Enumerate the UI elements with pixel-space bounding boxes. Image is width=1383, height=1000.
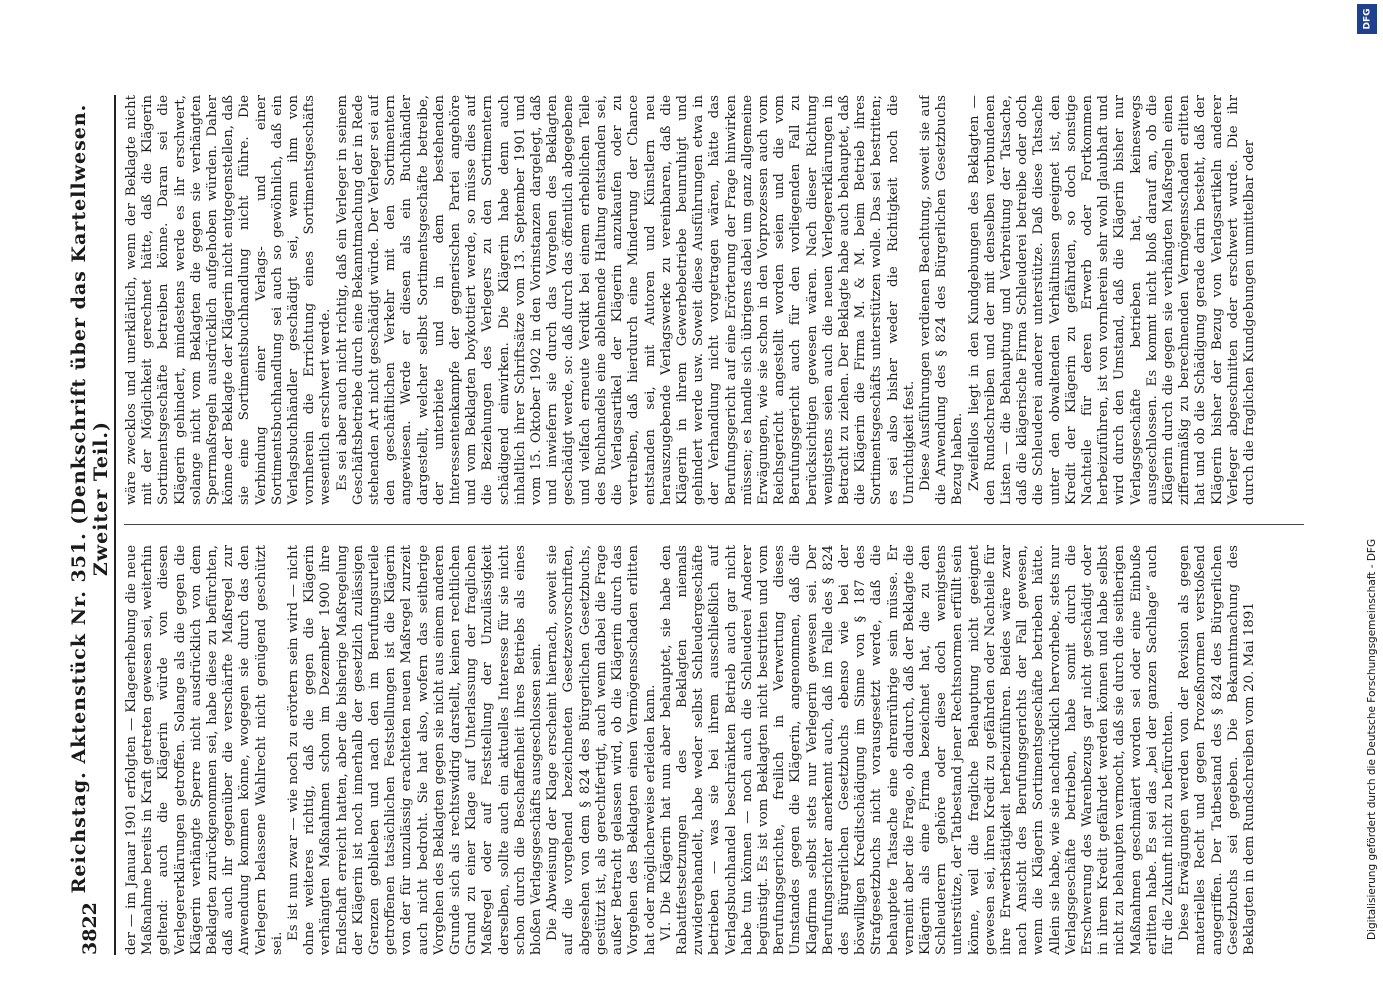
header-rule	[114, 95, 116, 955]
column-divider	[124, 524, 1304, 525]
paragraph: Es ist nun zwar — wie noch zu erörtern sein wird — nicht ohne weiteres richtig, daß die gegen die Klägerin verhängten Maßnahmen schon im Dezember 1900 ihre Endschaft erreicht hatten, aber die bisherige Maßregelung der Klägerin ist noch innerhalb der gesetzlich zulässigen Grenzen geblieben und nach den im Berufungsurteile getroffenen tatsächlichen Feststellungen ist die Klägerin von der für unzulässig erachteten neuen Maßregel zurzeit auch nicht bedroht. Sie hat also, wofern das seitherige Vorgehen des Beklagten gegen sie nicht aus einem anderen Grunde sich als rechtswidrig darstellt, keinen rechtlichen Grund zu einer Klage auf Unterlassung der fraglichen Maßregel oder auf Feststellung der Unzulässigkeit derselben, sollte auch ein aktuelles Interesse für sie nicht schon durch die Beschaffenheit ihres Betriebs als eines bloßen Verlagsgeschäfts ausgeschlossen sein.	[286, 545, 545, 955]
paragraph: Diese Erwägungen werden von der Revision als gegen materielles Recht und gegen Prozeßnormen verstoßend angegriffen. Der Tatbestand des § 824 des Bürgerlichen Gesetzbuchs sei gegeben. Die Bekanntmachung des Beklagten in dem Rundschreiben vom 20. Mai 1891	[1177, 545, 1258, 955]
dfg-logo-text: DFG	[1362, 8, 1373, 30]
paragraph: Zweifellos liegt in den Kundgebungen des Beklagten — den Rundschreiben und der mit denselben verbundenen Listen — die Behauptung und Verbreitung der Tatsache, daß die klägerische Firma Schleuderei betreibe oder doch die Schleuderei anderer unterstütze. Daß diese Tatsache unter den obwaltenden Verhältnissen geeignet ist, den Kredit der Klägerin zu gefährden, so doch sonstige Nachteile für deren Erwerb oder Fortkommen herbeizuführen, ist von vornherein sehr wohl glaubhaft und wird durch den Umstand, daß die Klägerin bisher nur Verlagsgeschäfte betrieben hat, keineswegs ausgeschlossen. Es kommt nicht bloß darauf an, ob die Klägerin durch die gegen sie verhängten Maßregeln einen ziffernmäßig zu berechnenden Vermögensschaden erlitten hat und ob die Schädigung gerade darin besteht, daß der Klägerin bisher der Bezug von Verlagsartikeln anderer Verleger abgeschnitten oder erschwert wurde. Die ihr durch die fraglichen Kundgebungen unmittelbar oder	[966, 95, 1258, 505]
page-header	[70, 95, 110, 955]
page-number: 3822	[79, 902, 101, 955]
paragraph: der — im Januar 1901 erfolgten — Klageerhebung die neue Maßnahme bereits in Kraft getreten gewesen sei, weiterhin geltend: auch die Klägerin würde von diesen Verlegererklärungen getroffen. Solange als die gegen die Klägerin verhängte Sperre nicht ausdrücklich von dem Beklagten zurückgenommen sei, habe diese zu befürchten, daß auch ihr gegenüber die verschärfte Maßregel zur Anwendung kommen könne, wogegen sie durch das den Verlegern belassene Wahlrecht nicht genügend geschützt sei.	[124, 545, 285, 955]
digitization-note-text: Digitalisierung gefördert durch die Deutsche Forschungsgemeinschaft - DFG	[1366, 538, 1378, 940]
paragraph: VI. Die Klägerin hat nun aber behauptet, sie habe den Rabattfestsetzungen des Beklagten niemals zuwidergehandelt, habe weder selbst Schleudergeschäfte betrieben — was sie bei ihrem ausschließlich auf Verlagsbuchhandel beschränkten Betrieb auch gar nicht habe tun können — noch auch die Schleuderei Anderer begünstigt. Es ist vom Beklagten nicht bestritten und vom Berufungsgerichte, freilich in Verwertung dieses Umstandes gegen die Klägerin, angenommen, daß die Klagfirma selbst stets nur Verlegerin gewesen sei. Der Berufungsrichter anerkennt auch, daß im Falle des § 824 des Bürgerlichen Gesetzbuchs ebenso wie bei der böswilligen Kreditschädigung im Sinne von § 187 des Strafgesetzbuchs nicht vorausgesetzt werde, daß die behauptete Tatsache eine ehrenrührige sein müsse. Er verneint aber die Frage, ob dadurch, daß der Beklagte die Klägerin als eine Firma bezeichnet hat, die zu den Schleuderern gehöre oder diese doch wenigstens unterstütze, der Tatbestand jener Rechtsnormen erfüllt sein könne, weil die fragliche Behauptung nicht geeignet gewesen sei, ihren Kredit zu gefährden oder Nachteile für ihre Erwerbstätigkeit herbeizuführen. Beides wäre zwar nach Ansicht des Berufungsgerichts der Fall gewesen, wenn die Klägerin Sortimentsgeschäfte betrieben hätte. Allein sie habe, wie sie nachdrücklich hervorhebe, stets nur Verlagsgeschäfte betrieben, habe somit durch die Erschwerung des Warenbezugs gar nicht geschädigt oder in ihrem Kredit gefährdet werden können und habe selbst nicht zu behaupten vermocht, daß sie durch die seitherigen Maßnahmen geschmälert worden sei oder eine Einbuße erlitten habe. Es sei das „bei der ganzen Sachlage“ auch für die Zukunft nicht zu befürchten.	[658, 545, 1176, 955]
digitization-note	[1352, 40, 1378, 940]
page-title: Reichstag. Aktenstück Nr. 351. (Denkschrift über das Kartellwesen. Zweiter Teil.)	[68, 103, 112, 894]
paragraph: wäre zwecklos und unerklärlich, wenn der Beklagte nicht mit der Möglichkeit gerechnet hätte, daß die Klägerin Sortimentsgeschäfte betreiben könne. Daran sei die Klägerin gehindert, mindestens werde es ihr erschwert, solange nicht vom Beklagten die gegen sie verhängten Sperrmaßregeln ausdrücklich aufgehoben würden. Daher könne der Beklagte der Klägerin nicht entgegenstellen, daß sie eine Sortimentsbuchhandlung nicht führe. Die Verbindung einer Verlags- und einer Sortimentsbuchhandlung sei auch so gewöhnlich, daß ein Verlagsbuchhändler geschädigt sei, wenn ihm von vornherein die Errichtung eines Sortimentsgeschäfts wesentlich erschwert werde.	[124, 95, 334, 505]
paragraph: Diese Ausführungen verdienen Beachtung, soweit sie auf die Anwendung des § 824 des Bürgerlichen Gesetzbuchs Bezug haben.	[917, 95, 966, 505]
paragraph: Es sei aber auch nicht richtig, daß ein Verleger in seinem Geschäftsbetriebe durch eine Bekanntmachung der in Rede stehenden Art nicht geschädigt würde. Der Verleger sei auf den geschäftlichen Verkehr mit den Sortimentern angewiesen. Werde er diesen als ein Buchhändler dargestellt, welcher selbst Sortimentsgeschäfte betreibe, der unterbiete und in dem bestehenden Interessentenkampfe der gegnerischen Partei angehöre und vom Beklagten boykottiert werde, so müsse dies auf die Beziehungen des Verlegers zu den Sortimentern schädigend einwirken. Die Klägerin habe denn auch inhaltlich ihrer Schriftsätze vom 13. September 1901 und vom 15. Oktober 1902 in den Vorinstanzen dargelegt, daß und inwiefern sie durch das Vorgehen des Beklagten geschädigt werde, so: daß durch das öffentlich abgegebene und vielfach erneute Verdikt bei einem erheblichen Teile des Buchhandels eine ablehnende Haltung entstanden sei, die Verlagsartikel der Klägerin anzukaufen oder zu vertreiben, daß hierdurch eine Minderung der Chance entstanden sei, mit Autoren und Künstlern neu herauszugebende Verlagswerke zu vereinbaren, daß die Klägerin in ihrem Gewerbebetriebe beunruhigt und gehindert werde usw. Soweit diese Ausführungen etwa in der Verhandlung nicht vorgetragen wären, hätte das Berufungsgericht auf eine Erörterung der Frage hinwirken müssen; es handle sich übrigens dabei um ganz allgemeine Erwägungen, wie sie schon in den Vorprozessen auch vom Reichsgericht angestellt worden seien und die vom Berufungsgericht auch für den vorliegenden Fall zu berücksichtigen gewesen wären. Nach dieser Richtung wenigstens seien auch die neuen Verlegererklärungen in Betracht zu ziehen. Der Beklagte habe auch behauptet, daß die Klägerin die Firma M. & M. beim Betrieb ihres Sortimentsgeschäfts unterstützen wolle. Das sei bestritten; es sei also bisher weder die Richtigkeit noch die Unrichtigkeit fest.	[334, 95, 917, 505]
rotated-page-content	[70, 95, 1310, 955]
right-column	[124, 95, 1304, 505]
left-column	[124, 545, 1304, 955]
dfg-logo	[1357, 4, 1377, 34]
paragraph: Die Abweisung der Klage erscheint hiernach, soweit sie auf die vorgehend bezeichneten Gesetzesvorschriften, abgesehen von dem § 824 des Bürgerlichen Gesetzbuchs, gestützt ist, als gerechtfertigt, auch wenn dabei die Frage außer Betracht gelassen wird, ob die Klägerin durch das Vorgehen des Beklagten einen Vermögensschaden erlitten hat oder möglicherweise erleiden kann.	[545, 545, 658, 955]
